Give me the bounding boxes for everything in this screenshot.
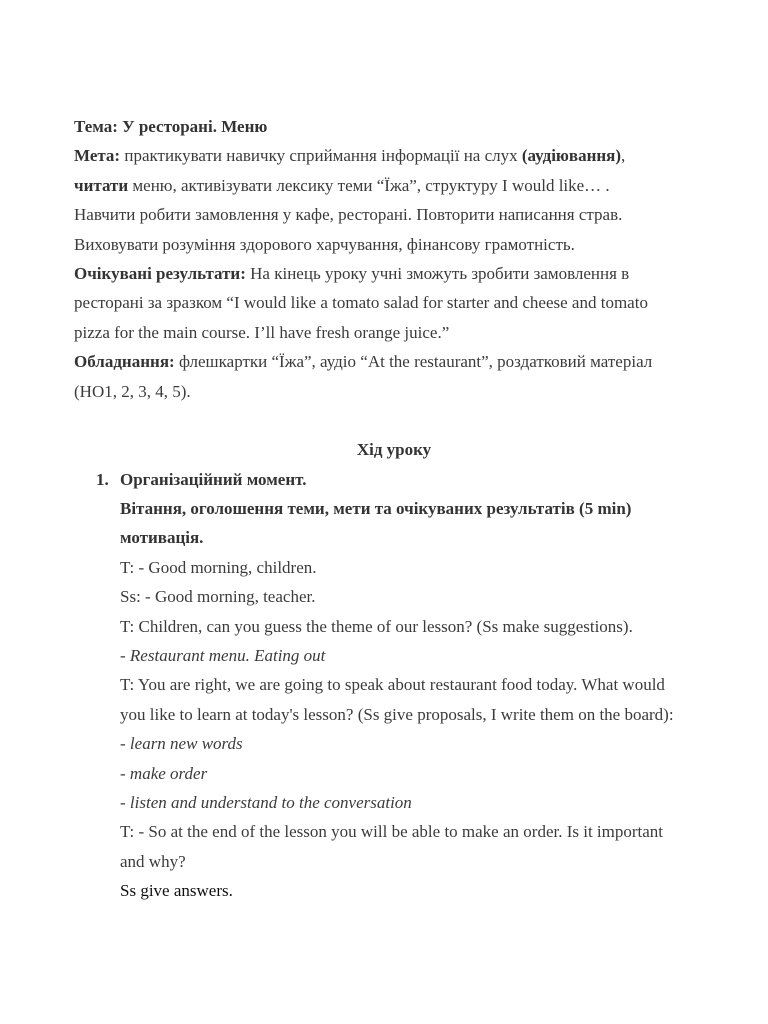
topic-line <box>74 112 714 141</box>
italic-proposal: listen and understand to the conversation <box>129 792 412 812</box>
topic-value: У ресторані. Меню <box>122 117 268 136</box>
equipment-text-1: флешкартки “Їжа”, аудіо “At the restaurant”, роздатковий матеріал <box>178 352 653 372</box>
lesson-list-item <box>74 465 714 906</box>
dialogue-line-9 <box>120 788 714 817</box>
dialogue-line-11: and why? <box>120 851 186 871</box>
aim-comma: , <box>621 146 626 166</box>
lesson-heading <box>74 435 714 464</box>
dash: - <box>120 646 130 666</box>
italic-proposal: make order <box>129 763 208 783</box>
aim-line-2 <box>74 171 714 200</box>
dialogue-line-4 <box>120 641 714 670</box>
results-line-3: pizza for the main course. I’ll have fresh orange juice.” <box>74 322 450 342</box>
aim-line-4: Виховувати розуміння здорового харчування, фінансову грамотність. <box>74 234 575 254</box>
item-subtitle-1 <box>120 494 714 523</box>
equipment-label: Обладнання: <box>74 352 175 372</box>
aim-line-3: Навчити робити замовлення у кафе, ресторані. Повторити написання страв. <box>74 205 623 225</box>
aim-text-1: практикувати навичку сприймання інформації на слух <box>124 146 518 166</box>
dash: - <box>120 792 130 812</box>
dialogue-line-10: T: - So at the end of the lesson you will be able to make an order. Is it important <box>120 822 664 842</box>
italic-answer: Restaurant menu. Eating out <box>129 646 326 666</box>
dialogue-line-3: T: Children, can you guess the theme of our lesson? (Ss make suggestions). <box>120 616 633 636</box>
dash: - <box>120 734 130 754</box>
equipment-line-2: (HO1, 2, 3, 4, 5). <box>74 381 191 401</box>
dialogue-line-5: T: You are right, we are going to speak about restaurant food today. What would <box>120 675 665 695</box>
dialogue-line-7 <box>120 729 714 758</box>
lesson-heading-text: Хід уроку <box>356 440 432 460</box>
item-subtitle-2 <box>120 523 714 552</box>
topic-label: Тема: <box>74 117 118 136</box>
list-number: 1. <box>96 469 109 489</box>
aim-line-1 <box>74 141 714 170</box>
document-page <box>74 112 714 906</box>
equipment-line-1 <box>74 347 714 376</box>
dialogue-line-12: Ss give answers. <box>120 881 233 901</box>
results-label: Очікувані результати: <box>74 263 246 283</box>
results-text-1: На кінець уроку учні зможуть зробити замовлення в <box>250 263 630 283</box>
item-subtitle-1-text: Вітання, оголошення теми, мети та очікуваних результатів (5 min) <box>120 499 632 519</box>
dialogue-line-6: you like to learn at today's lesson? (Ss give proposals, I write them on the board): <box>120 704 674 724</box>
results-line-2: ресторані за зразком “I would like a tomato salad for starter and cheese and tomato <box>74 293 648 313</box>
italic-proposal: learn new words <box>129 734 243 754</box>
dash: - <box>120 763 130 783</box>
aim-text-2: меню, активізувати лексику теми “Їжа”, структуру I would like… . <box>132 175 610 195</box>
item-title <box>120 465 714 494</box>
item-title-text: Організаційний момент. <box>120 469 307 489</box>
results-line-1 <box>74 259 714 288</box>
aim-bold-2: читати <box>74 175 129 195</box>
aim-label: Мета: <box>74 146 121 166</box>
dialogue-line-2: Ss: - Good morning, teacher. <box>120 587 316 607</box>
spacer <box>74 406 714 435</box>
item-subtitle-2-text: мотивація. <box>120 528 204 548</box>
dialogue-line-8 <box>120 759 714 788</box>
dialogue-line-1: T: - Good morning, children. <box>120 557 317 577</box>
aim-bold-1: (аудіювання) <box>521 146 622 166</box>
